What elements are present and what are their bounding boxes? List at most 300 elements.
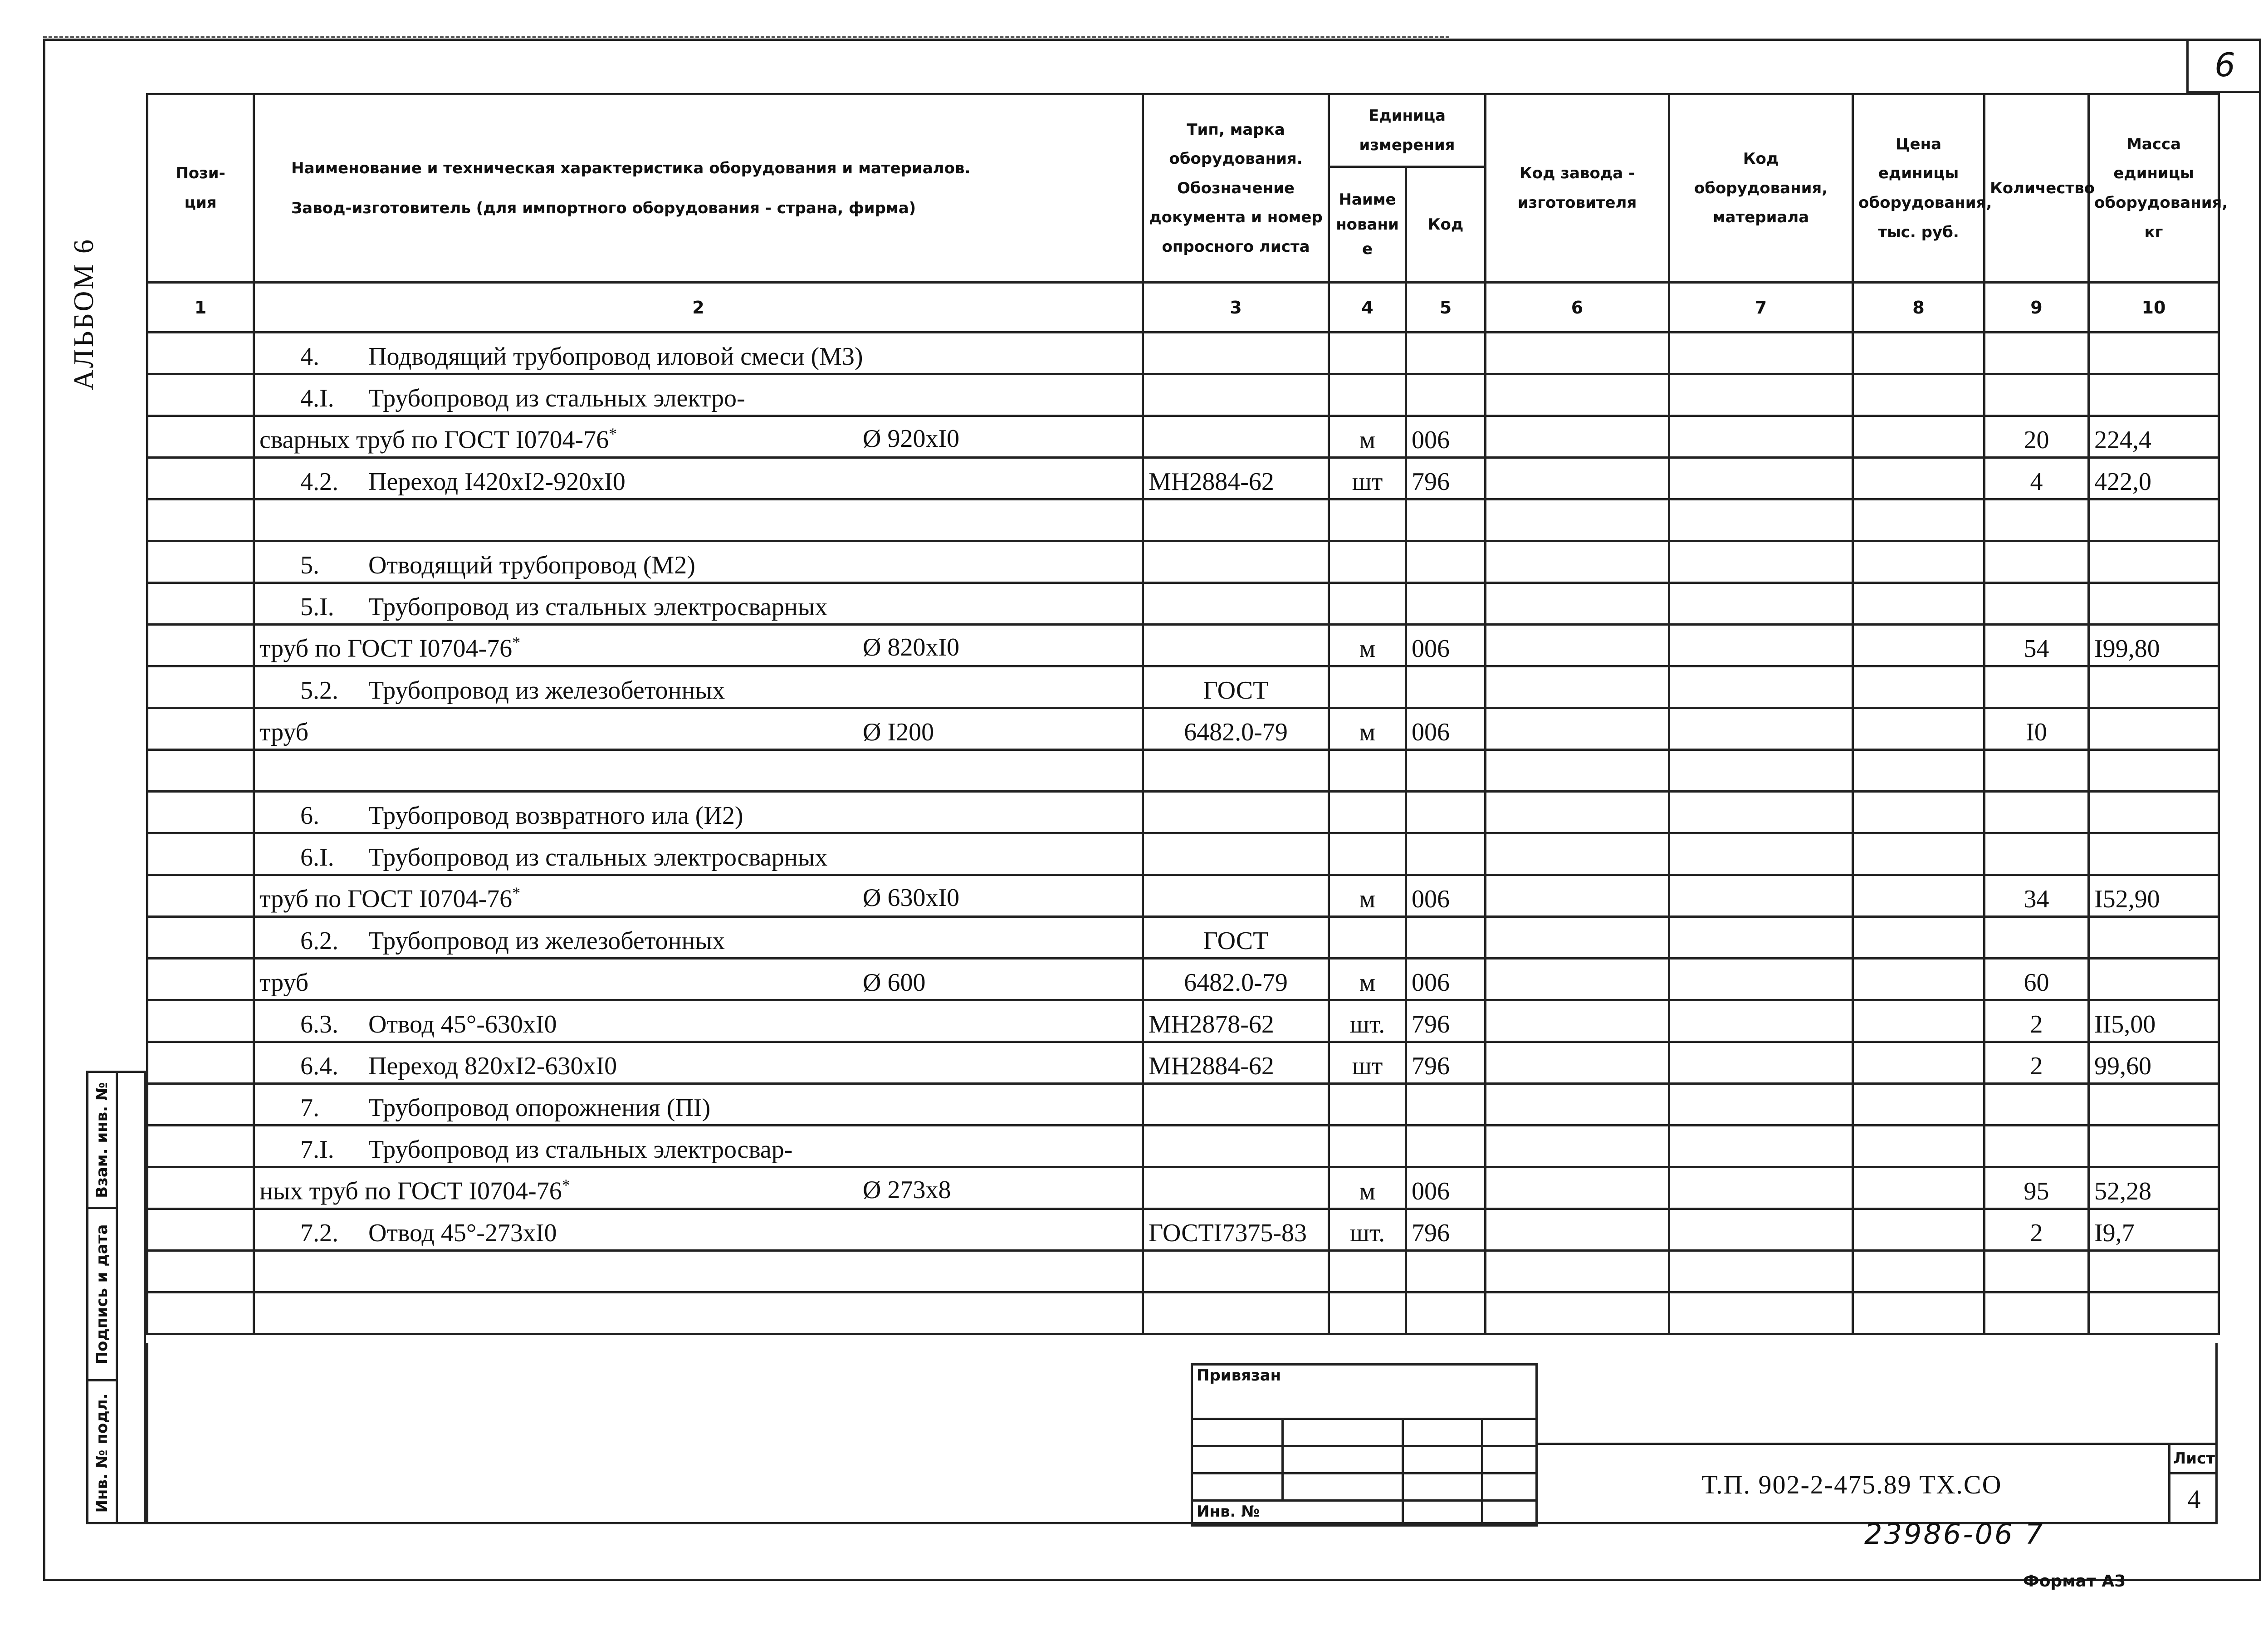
item-number: 7.: [300, 1094, 319, 1122]
cell-position: [147, 1209, 254, 1251]
item-number: 4.2.: [300, 468, 338, 496]
cell-unit: [1329, 541, 1406, 583]
cell-mass: [2089, 374, 2219, 416]
cell-factory-code: [1486, 458, 1669, 499]
cell-type: [1143, 333, 1329, 374]
cell-position: [147, 333, 254, 374]
cell-factory-code: [1486, 1042, 1669, 1084]
cell-position: [147, 792, 254, 833]
cell-code: [1406, 499, 1486, 541]
item-number: 5.I.: [300, 593, 334, 621]
cell-type: 6482.0-79: [1143, 959, 1329, 1000]
specification-table: [146, 93, 2228, 1335]
cell-factory-code: [1486, 792, 1669, 833]
cell-code: 796: [1406, 1042, 1486, 1084]
cell-factory-code: [1486, 1000, 1669, 1042]
cell-equipment-code: [1669, 1000, 1853, 1042]
cell-price: [1853, 833, 1984, 875]
cell-quantity: [1984, 1084, 2089, 1126]
cell-unit: [1329, 583, 1406, 625]
col-number: 9: [1984, 283, 2089, 333]
cell-unit: [1329, 1251, 1406, 1292]
cell-unit: [1329, 1292, 1406, 1334]
cell-type: [1143, 833, 1329, 875]
cell-description: [254, 1042, 1143, 1084]
cell-price: [1853, 959, 1984, 1000]
cell-type: МН2884-62: [1143, 458, 1329, 499]
table-row: [147, 1084, 2219, 1126]
item-text: Трубопровод опорожнения (ПI): [368, 1094, 711, 1122]
cell-type: МН2878-62: [1143, 1000, 1329, 1042]
table-row: [147, 1292, 2219, 1334]
cell-price: [1853, 625, 1984, 666]
cell-position: [147, 583, 254, 625]
cell-mass: 52,28: [2089, 1167, 2219, 1209]
cell-code: [1406, 583, 1486, 625]
cell-mass: [2089, 833, 2219, 875]
cell-quantity: [1984, 833, 2089, 875]
item-text: Отвод 45°-273xI0: [368, 1219, 557, 1247]
cell-price: [1853, 1292, 1984, 1334]
cell-position: [147, 917, 254, 959]
cell-code: [1406, 333, 1486, 374]
cell-position: [147, 374, 254, 416]
cell-code: [1406, 750, 1486, 792]
side-inv-label: Инв. № подл.: [93, 1393, 111, 1513]
cell-quantity: [1984, 1251, 2089, 1292]
cell-type: [1143, 583, 1329, 625]
cell-position: [147, 458, 254, 499]
cell-equipment-code: [1669, 416, 1853, 458]
cell-code: 006: [1406, 959, 1486, 1000]
cell-equipment-code: [1669, 583, 1853, 625]
cell-factory-code: [1486, 625, 1669, 666]
cell-mass: [2089, 541, 2219, 583]
cell-code: [1406, 1292, 1486, 1334]
cell-position: [147, 499, 254, 541]
cell-price: [1853, 499, 1984, 541]
col-number: 2: [254, 283, 1143, 333]
cell-mass: [2089, 917, 2219, 959]
side-podpis-label: Подпись и дата: [93, 1224, 111, 1364]
cell-description: [254, 750, 1143, 792]
cell-factory-code: [1486, 416, 1669, 458]
item-number: 7.I.: [300, 1136, 334, 1164]
cell-quantity: I0: [1984, 708, 2089, 750]
cell-type: [1143, 875, 1329, 917]
side-inv: [88, 1381, 116, 1524]
cell-quantity: [1984, 374, 2089, 416]
cell-position: [147, 875, 254, 917]
header-equipment-code: Код оборудования, материала: [1669, 94, 1853, 283]
item-number: 4.: [300, 343, 319, 371]
side-stamp: [86, 1071, 146, 1524]
side-podpis: [88, 1209, 116, 1381]
cell-factory-code: [1486, 708, 1669, 750]
cell-position: [147, 541, 254, 583]
cell-position: [147, 1084, 254, 1126]
cell-position: [147, 416, 254, 458]
cell-mass: 224,4: [2089, 416, 2219, 458]
header-name-line1: Наименование и техническая характеристика оборудования и материалов.: [291, 159, 971, 177]
cell-equipment-code: [1669, 374, 1853, 416]
item-text: Трубопровод из железобетонных: [368, 676, 725, 705]
cell-factory-code: [1486, 1292, 1669, 1334]
cell-price: [1853, 458, 1984, 499]
cell-unit: м: [1329, 875, 1406, 917]
item-diameter: Ø 273x8: [863, 1176, 951, 1204]
cell-price: [1853, 708, 1984, 750]
cell-price: [1853, 750, 1984, 792]
cell-description: [254, 333, 1143, 374]
cell-mass: [2089, 1292, 2219, 1334]
cell-description: [254, 1292, 1143, 1334]
table-row: [147, 959, 2219, 1000]
table-row: [147, 1126, 2219, 1167]
cell-factory-code: [1486, 499, 1669, 541]
cell-type: МН2884-62: [1143, 1042, 1329, 1084]
cell-equipment-code: [1669, 750, 1853, 792]
cell-equipment-code: [1669, 1084, 1853, 1126]
cell-factory-code: [1486, 750, 1669, 792]
col-number: 8: [1853, 283, 1984, 333]
cell-description: [254, 499, 1143, 541]
header-price: Цена единицы оборудования, тыс. руб.: [1853, 94, 1984, 283]
cell-unit: [1329, 666, 1406, 708]
cell-price: [1853, 792, 1984, 833]
cell-quantity: 54: [1984, 625, 2089, 666]
sheet-label: Лист: [2170, 1445, 2218, 1474]
cell-factory-code: [1486, 541, 1669, 583]
table-row: [147, 583, 2219, 625]
cell-price: [1853, 666, 1984, 708]
cell-price: [1853, 1042, 1984, 1084]
format-label: Формат А3: [2023, 1572, 2126, 1591]
item-text: труб по ГОСТ I0704-76: [259, 885, 513, 913]
item-text: Отвод 45°-630xI0: [368, 1010, 557, 1038]
cell-unit: [1329, 833, 1406, 875]
cell-type: ГОСТ: [1143, 917, 1329, 959]
cell-factory-code: [1486, 875, 1669, 917]
col-number: 1: [147, 283, 254, 333]
cell-description: [254, 666, 1143, 708]
cell-quantity: 2: [1984, 1042, 2089, 1084]
item-text: Переход 820xI2-630xI0: [368, 1052, 617, 1080]
cell-equipment-code: [1669, 541, 1853, 583]
bottom-number: 23986-06 7: [1864, 1518, 2045, 1551]
table-row: [147, 1251, 2219, 1292]
table-row: [147, 374, 2219, 416]
cell-description: [254, 416, 1143, 458]
cell-mass: [2089, 1251, 2219, 1292]
cell-equipment-code: [1669, 875, 1853, 917]
cell-code: 006: [1406, 416, 1486, 458]
cell-price: [1853, 333, 1984, 374]
cell-description: [254, 708, 1143, 750]
cell-description: [254, 1209, 1143, 1251]
cell-position: [147, 1000, 254, 1042]
album-label: АЛЬБОМ 6: [68, 237, 99, 390]
cell-description: [254, 625, 1143, 666]
table-row: [147, 541, 2219, 583]
header-unit-name: Наименование: [1329, 167, 1406, 283]
cell-unit: шт: [1329, 1042, 1406, 1084]
item-text: ных труб по ГОСТ I0704-76: [259, 1177, 562, 1205]
table-row: [147, 458, 2219, 499]
cell-quantity: [1984, 792, 2089, 833]
cell-quantity: [1984, 1126, 2089, 1167]
asterisk-mark: *: [609, 425, 617, 443]
item-text: труб: [259, 718, 309, 746]
cell-type: [1143, 1084, 1329, 1126]
cell-type: [1143, 1251, 1329, 1292]
item-number: 7.2.: [300, 1219, 338, 1247]
cell-code: [1406, 1251, 1486, 1292]
table-row: [147, 750, 2219, 792]
cell-code: 796: [1406, 1000, 1486, 1042]
cell-type: [1143, 1167, 1329, 1209]
cell-position: [147, 959, 254, 1000]
item-number: 4.I.: [300, 384, 334, 412]
header-position: Пози- ция: [147, 94, 254, 283]
cell-position: [147, 1292, 254, 1334]
item-text: Трубопровод из стальных электросварных: [368, 593, 828, 621]
col-number: 6: [1486, 283, 1669, 333]
cell-code: [1406, 1126, 1486, 1167]
col-number: 7: [1669, 283, 1853, 333]
cell-code: [1406, 792, 1486, 833]
cell-unit: шт.: [1329, 1000, 1406, 1042]
cell-quantity: [1984, 583, 2089, 625]
cell-factory-code: [1486, 374, 1669, 416]
cell-quantity: 2: [1984, 1000, 2089, 1042]
cell-mass: [2089, 583, 2219, 625]
item-number: 5.: [300, 551, 319, 579]
cell-description: [254, 1084, 1143, 1126]
cell-type: [1143, 499, 1329, 541]
cell-position: [147, 750, 254, 792]
tied-stamp: [1191, 1363, 1535, 1524]
item-diameter: Ø 920xI0: [863, 425, 960, 453]
asterisk-mark: *: [562, 1176, 570, 1194]
table-row: [147, 1209, 2219, 1251]
cell-unit: [1329, 1126, 1406, 1167]
cell-equipment-code: [1669, 458, 1853, 499]
cell-unit: [1329, 374, 1406, 416]
cell-code: [1406, 374, 1486, 416]
cell-mass: I52,90: [2089, 875, 2219, 917]
cell-code: 006: [1406, 625, 1486, 666]
cell-equipment-code: [1669, 917, 1853, 959]
item-number: 6.3.: [300, 1010, 338, 1038]
cell-unit: м: [1329, 416, 1406, 458]
cell-factory-code: [1486, 583, 1669, 625]
cell-unit: [1329, 750, 1406, 792]
cell-price: [1853, 1084, 1984, 1126]
item-text: Трубопровод из стальных электросварных: [368, 843, 828, 871]
table-row: [147, 833, 2219, 875]
cell-price: [1853, 541, 1984, 583]
cell-unit: [1329, 1084, 1406, 1126]
item-text: Трубопровод из стальных электросвар-: [368, 1136, 793, 1164]
table-row: [147, 708, 2219, 750]
cell-description: [254, 833, 1143, 875]
cell-price: [1853, 374, 1984, 416]
cell-price: [1853, 875, 1984, 917]
cell-quantity: [1984, 499, 2089, 541]
cell-equipment-code: [1669, 625, 1853, 666]
cell-position: [147, 1042, 254, 1084]
cell-price: [1853, 416, 1984, 458]
cell-code: 006: [1406, 1167, 1486, 1209]
cell-type: [1143, 792, 1329, 833]
cell-equipment-code: [1669, 499, 1853, 541]
cell-description: [254, 959, 1143, 1000]
cell-unit: шт.: [1329, 1209, 1406, 1251]
cell-description: [254, 1126, 1143, 1167]
cell-mass: [2089, 750, 2219, 792]
cell-equipment-code: [1669, 666, 1853, 708]
cell-type: [1143, 625, 1329, 666]
sheet-number: 4: [2187, 1484, 2201, 1514]
table-row: [147, 1167, 2219, 1209]
header-name: [254, 94, 1143, 283]
cell-factory-code: [1486, 1126, 1669, 1167]
inv-label: Инв. №: [1192, 1501, 1403, 1526]
cell-equipment-code: [1669, 1292, 1853, 1334]
item-text: Трубопровод возвратного ила (И2): [368, 802, 743, 830]
cell-factory-code: [1486, 833, 1669, 875]
asterisk-mark: *: [512, 633, 521, 652]
table-row: [147, 1000, 2219, 1042]
cell-equipment-code: [1669, 333, 1853, 374]
sheet-box: [2168, 1443, 2218, 1524]
cell-mass: [2089, 959, 2219, 1000]
item-diameter: Ø 630xI0: [863, 884, 960, 912]
cell-description: [254, 374, 1143, 416]
cell-type: [1143, 416, 1329, 458]
cell-equipment-code: [1669, 1042, 1853, 1084]
cell-code: 006: [1406, 708, 1486, 750]
tied-label: Привязан: [1192, 1365, 1537, 1419]
cell-factory-code: [1486, 1167, 1669, 1209]
cell-type: ГОСТI7375-83: [1143, 1209, 1329, 1251]
cell-description: [254, 1167, 1143, 1209]
table-row: [147, 666, 2219, 708]
cell-equipment-code: [1669, 1167, 1853, 1209]
header-factory-code: Код завода - изготовителя: [1486, 94, 1669, 283]
cell-equipment-code: [1669, 1209, 1853, 1251]
cell-quantity: [1984, 541, 2089, 583]
cell-type: [1143, 374, 1329, 416]
cell-description: [254, 458, 1143, 499]
cell-quantity: [1984, 333, 2089, 374]
table-row: [147, 875, 2219, 917]
cell-factory-code: [1486, 1251, 1669, 1292]
table-row: [147, 499, 2219, 541]
cell-price: [1853, 1126, 1984, 1167]
cell-position: [147, 625, 254, 666]
header-quantity: Количество: [1984, 94, 2089, 283]
cell-unit: [1329, 917, 1406, 959]
cell-mass: II5,00: [2089, 1000, 2219, 1042]
cell-description: [254, 583, 1143, 625]
cell-equipment-code: [1669, 1251, 1853, 1292]
cell-description: [254, 1000, 1143, 1042]
item-diameter: Ø 820xI0: [863, 633, 960, 662]
col-number: 4: [1329, 283, 1406, 333]
item-text: труб по ГОСТ I0704-76: [259, 635, 513, 663]
cell-quantity: 4: [1984, 458, 2089, 499]
cell-unit: м: [1329, 708, 1406, 750]
cell-description: [254, 541, 1143, 583]
cell-equipment-code: [1669, 792, 1853, 833]
table-row: [147, 333, 2219, 374]
cell-equipment-code: [1669, 708, 1853, 750]
cell-code: [1406, 917, 1486, 959]
cell-mass: [2089, 708, 2219, 750]
cell-type: [1143, 1126, 1329, 1167]
col-number: 5: [1406, 283, 1486, 333]
header-type: Тип, марка оборудования. Обозначение документа и номер опросного листа: [1143, 94, 1329, 283]
cell-price: [1853, 1000, 1984, 1042]
cell-type: 6482.0-79: [1143, 708, 1329, 750]
table-row: [147, 1042, 2219, 1084]
item-diameter: Ø 600: [863, 969, 926, 997]
cell-factory-code: [1486, 1209, 1669, 1251]
cell-equipment-code: [1669, 959, 1853, 1000]
cell-mass: [2089, 1126, 2219, 1167]
table-row: [147, 792, 2219, 833]
cell-quantity: 34: [1984, 875, 2089, 917]
cell-code: [1406, 1084, 1486, 1126]
cell-quantity: 95: [1984, 1167, 2089, 1209]
table-row: [147, 416, 2219, 458]
cell-mass: I99,80: [2089, 625, 2219, 666]
cell-code: [1406, 833, 1486, 875]
header-mass: Масса единицы оборудования, кг: [2089, 94, 2219, 283]
cell-price: [1853, 917, 1984, 959]
document-code: Т.П. 902-2-475.89 ТХ.СО: [1535, 1443, 2168, 1524]
item-number: 6.2.: [300, 927, 338, 955]
item-text: труб: [259, 969, 309, 997]
item-number: 5.2.: [300, 676, 338, 705]
cell-quantity: [1984, 1292, 2089, 1334]
cell-code: 006: [1406, 875, 1486, 917]
cell-equipment-code: [1669, 833, 1853, 875]
table-row: [147, 625, 2219, 666]
cell-position: [147, 1167, 254, 1209]
col-number: 3: [1143, 283, 1329, 333]
cell-factory-code: [1486, 666, 1669, 708]
cell-price: [1853, 1251, 1984, 1292]
cell-quantity: 60: [1984, 959, 2089, 1000]
cell-type: [1143, 541, 1329, 583]
cell-description: [254, 875, 1143, 917]
cell-code: [1406, 541, 1486, 583]
item-text: Подводящий трубопровод иловой смеси (М3): [368, 343, 863, 371]
cell-position: [147, 1251, 254, 1292]
cell-quantity: 2: [1984, 1209, 2089, 1251]
cell-type: ГОСТ: [1143, 666, 1329, 708]
cell-price: [1853, 1209, 1984, 1251]
item-diameter: Ø I200: [863, 718, 934, 746]
cell-mass: [2089, 1084, 2219, 1126]
cell-mass: [2089, 333, 2219, 374]
cell-mass: I9,7: [2089, 1209, 2219, 1251]
cell-quantity: [1984, 917, 2089, 959]
cell-quantity: [1984, 750, 2089, 792]
